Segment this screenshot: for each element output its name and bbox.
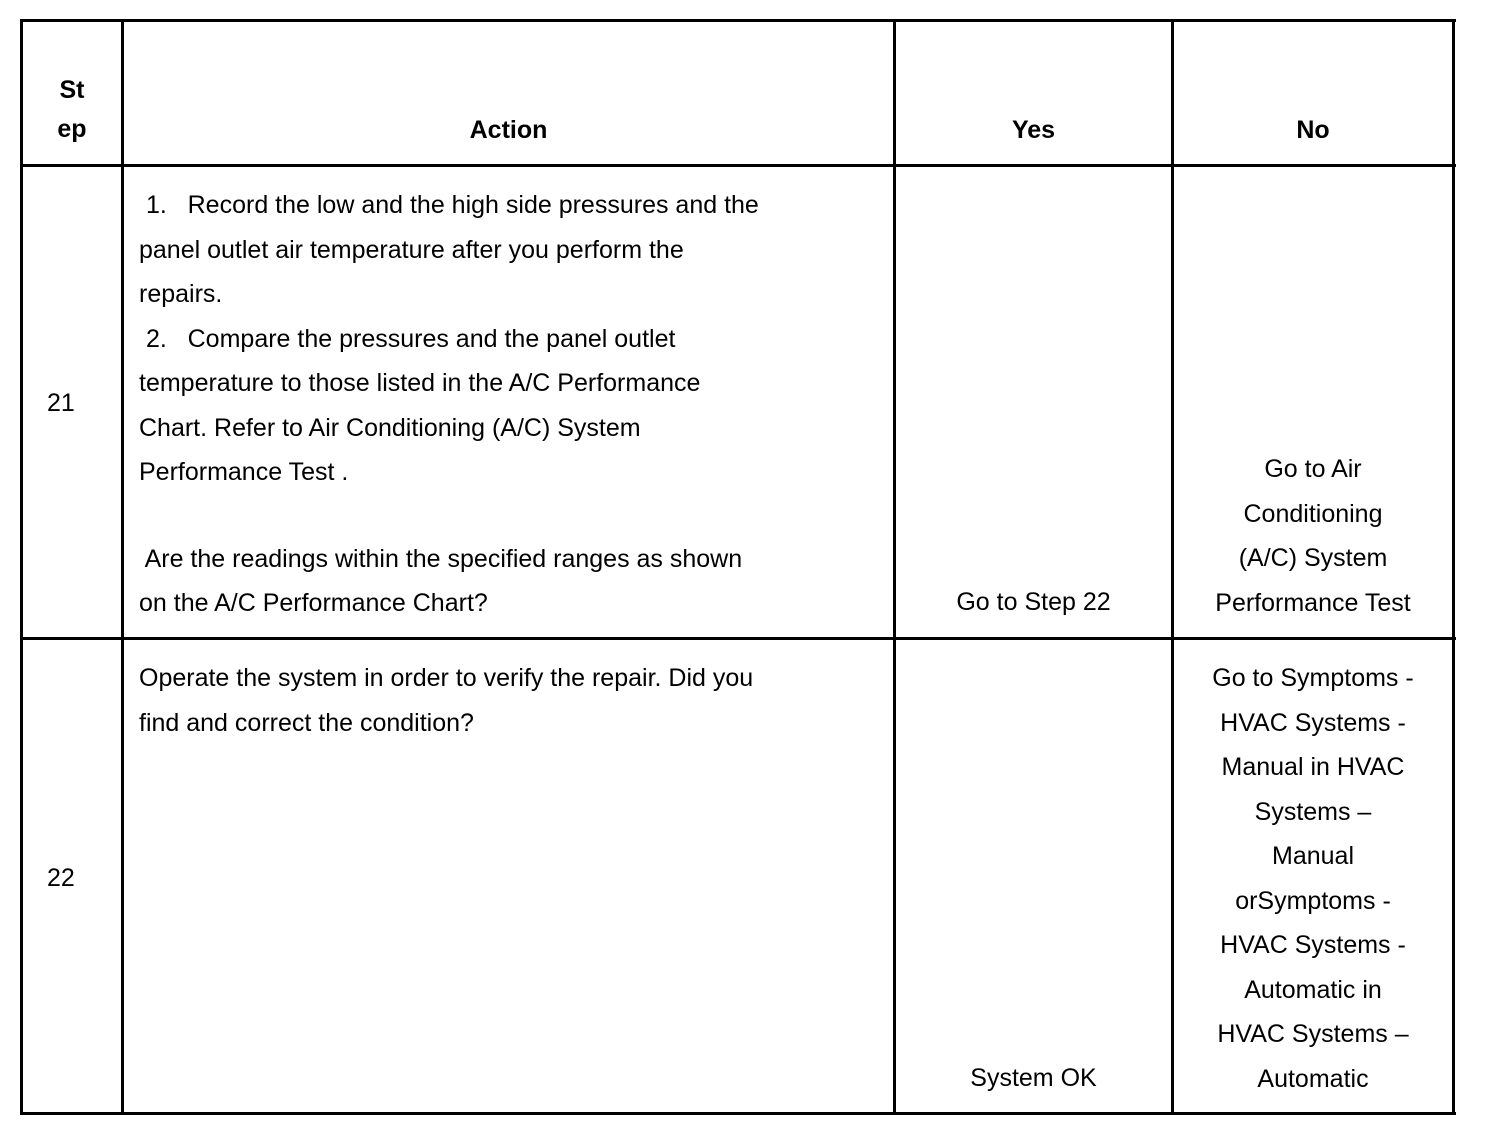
action-text bbox=[139, 183, 879, 626]
no-outcome-line: Go to Air bbox=[1264, 455, 1362, 483]
yes-outcome: Go to Step 22 bbox=[956, 588, 1111, 616]
action-line: 1. Record the low and the high side pressures and the bbox=[139, 191, 759, 219]
action-line: Are the readings within the specified ranges as shown bbox=[139, 544, 743, 573]
table-border-left bbox=[20, 19, 23, 1115]
no-outcome-line: Go to Symptoms - bbox=[1212, 664, 1414, 692]
action-line: find and correct the condition? bbox=[139, 708, 474, 737]
action-line: Performance Test . bbox=[139, 458, 349, 486]
action-line: repairs. bbox=[139, 280, 223, 308]
no-outcome-line: Performance Test bbox=[1215, 588, 1411, 617]
no-outcome-line: orSymptoms - bbox=[1235, 886, 1391, 915]
no-outcome bbox=[1174, 656, 1452, 1101]
no-outcome-line: Conditioning bbox=[1243, 499, 1383, 528]
header-yes: Yes bbox=[1011, 116, 1056, 144]
table-border-bottom bbox=[20, 1112, 1456, 1115]
no-outcome bbox=[1174, 447, 1452, 625]
header-no: No bbox=[1296, 116, 1330, 144]
no-outcome-line: Automatic in bbox=[1244, 975, 1382, 1004]
header-action: Action bbox=[469, 116, 548, 144]
no-outcome-line: HVAC Systems - bbox=[1220, 931, 1406, 959]
no-outcome-line: (A/C) System bbox=[1238, 544, 1388, 572]
table-border-top bbox=[20, 19, 1456, 22]
column-divider-action bbox=[893, 19, 896, 1115]
no-outcome-line: Manual bbox=[1272, 842, 1354, 870]
table-border-right bbox=[1452, 19, 1455, 1115]
header-step bbox=[23, 71, 121, 149]
step-number: 22 bbox=[47, 864, 75, 892]
action-text bbox=[139, 656, 879, 745]
header-row-divider bbox=[20, 164, 1456, 167]
action-line: Operate the system in order to verify the repair. Did you bbox=[139, 664, 754, 692]
troubleshooting-table bbox=[20, 19, 1456, 1115]
header-step-line: ep bbox=[57, 115, 87, 143]
no-outcome-line: HVAC Systems – bbox=[1217, 1020, 1409, 1048]
step-number: 21 bbox=[47, 389, 75, 417]
row-divider bbox=[20, 637, 1456, 640]
column-divider-step bbox=[121, 19, 124, 1115]
no-outcome-line: HVAC Systems - bbox=[1220, 708, 1406, 737]
action-line: temperature to those listed in the A/C Performance bbox=[139, 369, 701, 397]
yes-outcome: System OK bbox=[970, 1064, 1097, 1092]
no-outcome-line: Manual in HVAC bbox=[1221, 753, 1405, 781]
header-step-line: St bbox=[59, 76, 85, 104]
action-line: Chart. Refer to Air Conditioning (A/C) System bbox=[139, 413, 641, 442]
no-outcome-line: Automatic bbox=[1257, 1064, 1369, 1093]
no-outcome-line: Systems – bbox=[1254, 797, 1372, 826]
action-line: on the A/C Performance Chart? bbox=[139, 589, 488, 617]
action-line: 2. Compare the pressures and the panel outlet bbox=[139, 324, 676, 353]
action-line bbox=[139, 495, 879, 537]
action-line: panel outlet air temperature after you perform the bbox=[139, 235, 684, 264]
